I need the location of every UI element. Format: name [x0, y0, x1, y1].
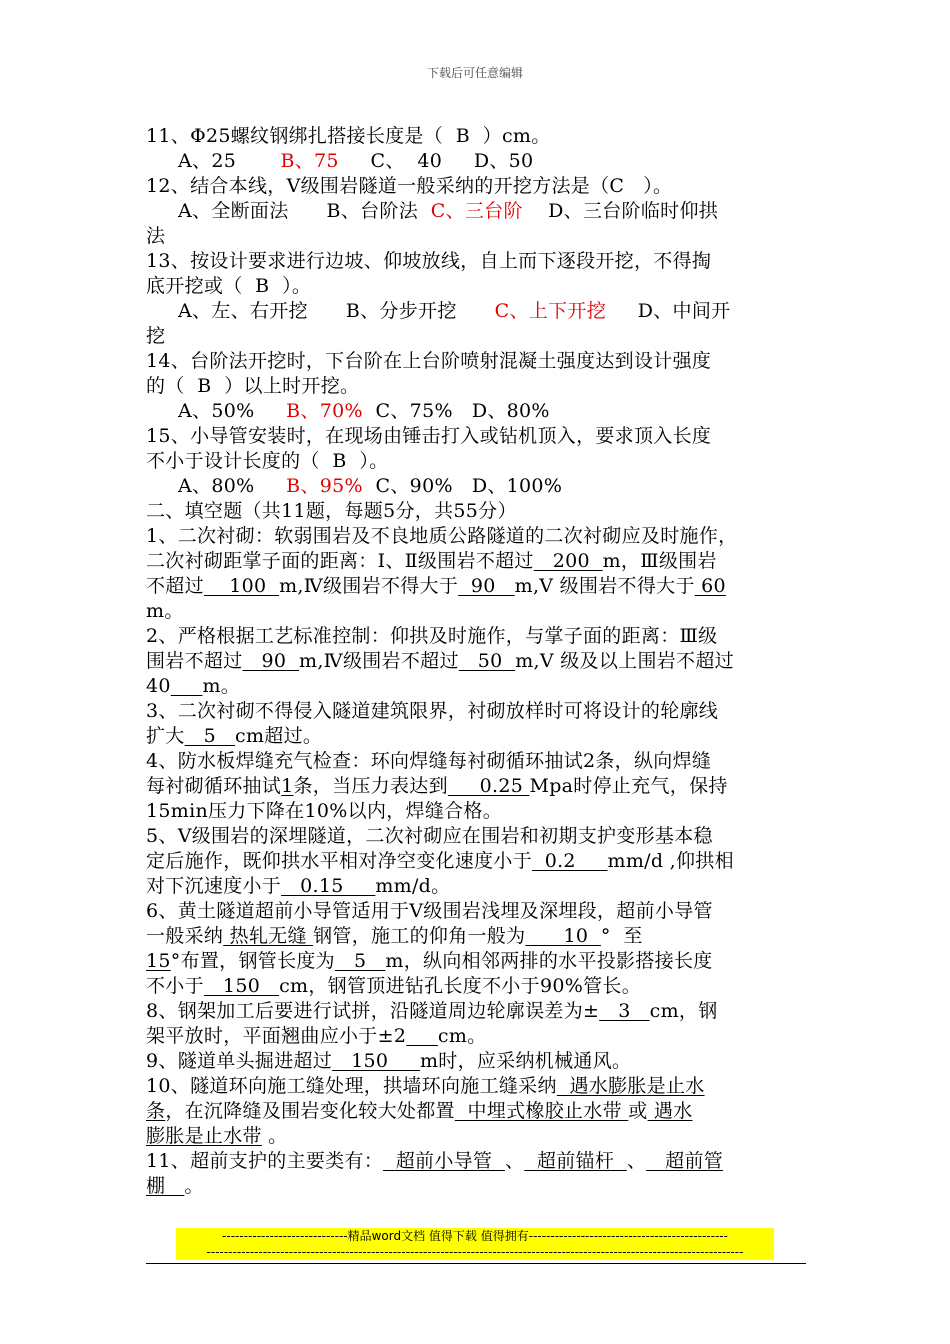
text-line: [146, 399, 808, 424]
text-run: A、50%: [178, 400, 287, 422]
text-line: [146, 299, 808, 324]
footer-rule: [146, 1263, 806, 1264]
text-run: A、全断面法 B、台阶法: [178, 200, 431, 222]
fill-in-answer: 100: [203, 575, 280, 597]
text-line: [146, 924, 808, 949]
text-run: m。: [146, 600, 184, 622]
text-run: 条，当压力表达到: [293, 775, 448, 797]
fill-in-answer: 0.25: [447, 775, 530, 797]
fill-in-answer: 遇水: [647, 1100, 693, 1122]
text-line: [146, 249, 808, 274]
fill-in-answer: 150: [203, 975, 280, 997]
text-run: m，纵向相邻两排的水平投影搭接长度: [385, 950, 713, 972]
text-line: [146, 349, 808, 374]
text-run: D、三台阶临时仰拱: [522, 200, 719, 222]
text-run: 2、严格根据工艺标准控制：仰拱及时施作，与掌子面的距离：Ⅲ级: [146, 625, 718, 647]
fill-in-answer: 超前小导管: [383, 1150, 505, 1172]
fill-in-answer: 15: [146, 950, 171, 972]
fill-in-answer: 50: [458, 650, 516, 672]
text-run: mm/d ,仰拱相: [607, 850, 734, 872]
text-run: 围岩不超过: [146, 650, 243, 672]
fill-in-answer: 膨胀是止水带: [146, 1125, 262, 1147]
text-line: [146, 499, 808, 524]
footer-banner-line-1: -----------------------------精品word文档 值得下载 值得拥有----------------------------------------------: [176, 1228, 774, 1244]
text-run: 二次衬砌距掌子面的距离：Ⅰ、Ⅱ级围岩不超过: [146, 550, 534, 572]
text-line: [146, 874, 808, 899]
text-run: cm，钢管顶进钻孔长度不小于90%管长。: [279, 975, 641, 997]
text-run: C、75% D、80%: [362, 400, 550, 422]
text-line: [146, 149, 808, 174]
text-run: 14、台阶法开挖时，下台阶在上台阶喷射混凝土强度达到设计强度: [146, 350, 712, 372]
text-run: A、25: [178, 150, 281, 172]
text-line: [146, 474, 808, 499]
fill-in-answer: 0.2: [532, 850, 608, 872]
text-line: [146, 799, 808, 824]
text-line: [146, 699, 808, 724]
text-run: 、: [626, 1150, 647, 1172]
text-line: [146, 974, 808, 999]
text-run: 不小于设计长度的（ B ）。: [146, 450, 389, 472]
text-run: m,Ⅴ 级围岩不得大于: [514, 575, 695, 597]
text-line: [146, 849, 808, 874]
text-run: m,Ⅳ级围岩不得大于: [279, 575, 459, 597]
page-header-note: 下载后可任意编辑: [426, 66, 523, 80]
text-line: [146, 599, 808, 624]
text-line: [146, 1099, 808, 1124]
text-line: [146, 374, 808, 399]
text-run: 6、黄土隧道超前小导管适用于Ⅴ级围岩浅埋及深埋段，超前小导管: [146, 900, 713, 922]
text-line: [146, 1174, 808, 1199]
text-line: [146, 1049, 808, 1074]
text-run: 扩大: [146, 725, 185, 747]
text-run: 4、防水板焊缝充气检查：环向焊缝每衬砌循环抽试2条，纵向焊缝: [146, 750, 712, 772]
text-line: [146, 324, 808, 349]
text-run: C、90% D、100%: [362, 475, 563, 497]
fill-in-answer: 90: [242, 650, 299, 672]
text-run: 12、结合本线，Ⅴ级围岩隧道一般采纳的开挖方法是（C ）。: [146, 175, 673, 197]
text-run: Mpa时停止充气，保持: [529, 775, 728, 797]
text-line: [146, 124, 808, 149]
text-line: [146, 524, 808, 549]
fill-in-answer: 中埋式橡胶止水带: [454, 1100, 629, 1122]
text-line: [146, 274, 808, 299]
text-line: [146, 674, 808, 699]
text-line: [146, 1074, 808, 1099]
text-line: [146, 199, 808, 224]
fill-in-answer: 1: [281, 775, 294, 797]
fill-in-answer: 150: [332, 1050, 420, 1072]
document-body: [146, 124, 808, 1199]
fill-in-answer: 200: [533, 550, 603, 572]
text-run: cm。: [437, 1025, 487, 1047]
fill-in-answer: 超前管: [646, 1150, 724, 1172]
text-run: cm，钢: [649, 1000, 718, 1022]
text-line: [146, 174, 808, 199]
text-run: ° 至: [600, 925, 643, 947]
text-line: [146, 1124, 808, 1149]
text-run: 法: [146, 225, 166, 247]
highlighted-answer: B、70%: [286, 400, 363, 422]
text-run: 10、隧道环向施工缝处理，拱墙环向施工缝采纳: [146, 1075, 557, 1097]
text-line: [146, 999, 808, 1024]
text-run: A、80%: [178, 475, 287, 497]
fill-in-answer: [171, 675, 203, 697]
text-run: m,Ⅴ 级及以上围岩不超过: [515, 650, 734, 672]
fill-in-answer: 条: [146, 1100, 166, 1122]
text-run: C、 40 D、50: [338, 150, 534, 172]
fill-in-answer: 10: [525, 925, 601, 947]
text-line: [146, 424, 808, 449]
text-run: 钢管，施工的仰角一般为: [313, 925, 526, 947]
text-run: 每衬砌循环抽试: [146, 775, 282, 797]
text-run: cm超过。: [235, 725, 323, 747]
text-line: [146, 749, 808, 774]
text-run: 11、Φ25螺纹钢绑扎搭接长度是（ B ）cm。: [146, 125, 551, 147]
text-run: 。: [184, 1175, 204, 1197]
text-run: ，在沉降缝及围岩变化较大处都置: [165, 1100, 455, 1122]
fill-in-answer: 热轧无缝: [223, 925, 314, 947]
highlighted-answer: C、三台阶: [430, 200, 523, 222]
text-run: 的（ B ）以上时开挖。: [146, 375, 360, 397]
text-run: 8、钢架加工后要进行试拼，沿隧道周边轮廓误差为±: [146, 1000, 600, 1022]
text-run: m，Ⅲ级围岩: [602, 550, 717, 572]
text-line: [146, 649, 808, 674]
fill-in-answer: 0.15: [281, 875, 376, 897]
fill-in-answer: 超前锚杆: [524, 1150, 627, 1172]
text-run: 不超过: [146, 575, 204, 597]
text-run: 9、隧道单头掘进超过: [146, 1050, 333, 1072]
text-line: [146, 1024, 808, 1049]
text-line: [146, 449, 808, 474]
text-run: 一般采纳: [146, 925, 224, 947]
text-line: [146, 949, 808, 974]
fill-in-answer: 3: [599, 1000, 650, 1022]
text-run: 11、超前支护的主要类有：: [146, 1150, 384, 1172]
text-run: 不小于: [146, 975, 204, 997]
text-run: 15min压力下降在10%以内，焊缝合格。: [146, 800, 503, 822]
text-run: 15、小导管安装时，在现场由锤击打入或钻机顶入，要求顶入长度: [146, 425, 712, 447]
fill-in-answer: 60: [694, 575, 726, 597]
text-run: 3、二次衬砌不得侵入隧道建筑限界，衬砌放样时可将设计的轮廓线: [146, 700, 719, 722]
text-run: 40: [146, 675, 171, 697]
highlighted-answer: B、75: [280, 150, 339, 172]
text-line: [146, 549, 808, 574]
fill-in-answer: 遇水膨胀是止水: [556, 1075, 705, 1097]
text-run: 5、Ⅴ级围岩的深埋隧道，二次衬砌应在围岩和初期支护变形基本稳: [146, 825, 713, 847]
fill-in-answer: 棚: [146, 1175, 185, 1197]
text-run: 13、按设计要求进行边坡、仰坡放线，自上而下逐段开挖，不得掏: [146, 250, 712, 272]
text-run: 。: [261, 1125, 288, 1147]
highlighted-answer: B、95%: [286, 475, 363, 497]
text-line: [146, 574, 808, 599]
text-run: 或: [628, 1100, 648, 1122]
text-run: 、: [504, 1150, 525, 1172]
text-line: [146, 824, 808, 849]
fill-in-answer: 5: [334, 950, 386, 972]
text-run: 二、填空题（共11题，每题5分，共55分）: [146, 500, 517, 522]
text-run: 对下沉速度小于: [146, 875, 282, 897]
fill-in-answer: 90: [458, 575, 515, 597]
text-run: m时，应采纳机械通风。: [419, 1050, 632, 1072]
text-line: [146, 1149, 808, 1174]
text-run: 架平放时，平面翘曲应小于±2: [146, 1025, 407, 1047]
footer-banner-line-2: ----------------------------------------------------------------------------------------------------------------------------: [176, 1244, 774, 1260]
text-run: m,Ⅳ级围岩不超过: [299, 650, 459, 672]
fill-in-answer: 5: [184, 725, 236, 747]
text-run: mm/d。: [375, 875, 451, 897]
text-run: 挖: [146, 325, 166, 347]
text-run: A、左、右开挖 B、分步开挖: [178, 300, 495, 322]
text-run: °布置，钢管长度为: [170, 950, 335, 972]
text-line: [146, 724, 808, 749]
text-line: [146, 624, 808, 649]
text-run: 定后施作，既仰拱水平相对净空变化速度小于: [146, 850, 533, 872]
text-line: [146, 774, 808, 799]
fill-in-answer: [406, 1025, 438, 1047]
text-run: 1、二次衬砌：软弱围岩及不良地质公路隧道的二次衬砌应及时施作，: [146, 525, 738, 547]
text-line: [146, 899, 808, 924]
text-line: [146, 224, 808, 249]
text-run: m。: [202, 675, 241, 697]
text-run: 底开挖或（ B ）。: [146, 275, 312, 297]
highlighted-answer: C、上下开挖: [494, 300, 607, 322]
text-run: D、中间开: [606, 300, 731, 322]
